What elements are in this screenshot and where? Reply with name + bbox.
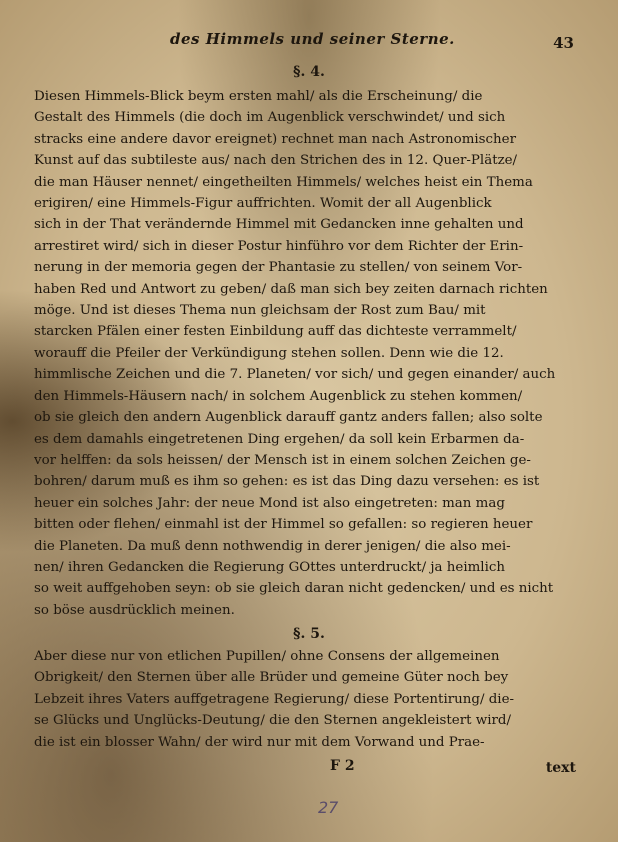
text-line: die ist ein blosser Wahn/ der wird nur mit dem Vorwand und Prae- (34, 734, 485, 750)
text-line: ob sie gleich den andern Augenblick darauff gantz anders fallen; also solte (34, 410, 543, 426)
text-line: Gestalt des Himmels (die doch im Augenblick verschwindet/ und sich (34, 110, 506, 126)
text-line: se Glücks und Unglücks-Deutung/ die den Sternen angekleistert wird/ (34, 713, 512, 729)
text-line: Kunst auf das subtileste aus/ nach den Strichen des in 12. Quer-Plätze/ (34, 153, 518, 169)
text-line: möge. Und ist dieses Thema nun gleichsam der Rost zum Bau/ mit (34, 303, 486, 319)
text-line: arrestiret wird/ sich in dieser Postur hinführo vor dem Richter der Erin- (34, 238, 524, 254)
text-line: so weit auffgehoben seyn: ob sie gleich daran nicht gedencken/ und es nicht (34, 581, 554, 597)
section-4-body (34, 86, 572, 621)
text-line: Diesen Himmels-Blick beym ersten mahl/ als die Erscheinung/ die (34, 89, 483, 104)
text-line: himmlische Zeichen und die 7. Planeten/ vor sich/ und gegen einander/ auch (34, 367, 556, 383)
running-title: des Himmels und seiner Sterne. (170, 30, 455, 48)
signature-mark: F 2 (330, 758, 355, 774)
text-line: Obrigkeit/ den Sternen über alle Brüder und gemeine Güter noch bey (34, 670, 509, 686)
text-line: es dem damahls eingetretenen Ding ergehen/ da soll kein Erbarmen da- (34, 431, 525, 447)
text-line: nerung in der memoria gegen der Phantasie zu stellen/ von seinem Vor- (34, 260, 523, 276)
text-line: die Planeten. Da muß denn nothwendig in derer jenigen/ die also mei- (34, 538, 511, 554)
text-line: stracks eine andere davor ereignet) rechnet man nach Astronomischer (34, 131, 516, 147)
text-line: so böse ausdrücklich meinen. (34, 602, 235, 618)
text-line: starcken Pfälen einer festen Einbildung auff das dichteste verrammelt/ (34, 324, 517, 340)
catchword: text (545, 760, 576, 776)
section-5-body (34, 646, 572, 753)
text-line: vor helffen: da sols heissen/ der Mensch ist in einem solchen Zeichen ge- (34, 452, 531, 468)
section-5-heading: §. 5. (293, 626, 325, 642)
handwritten-folio-number: 27 (318, 798, 339, 817)
text-line: bohren/ darum muß es ihm so gehen: es ist das Ding dazu versehen: es ist (34, 474, 540, 490)
text-line: den Himmels-Häusern nach/ in solchem Augenblick zu stehen kommen/ (34, 388, 523, 404)
section-4-heading: §. 4. (293, 64, 325, 80)
page-number: 43 (553, 34, 574, 52)
text-line: nen/ ihren Gedancken die Regierung GOttes unterdruckt/ ja heimlich (34, 559, 505, 575)
text-line: Lebzeit ihres Vaters auffgetragene Regierung/ diese Portentirung/ die- (34, 691, 515, 707)
text-line: erigiren/ eine Himmels-Figur auffrichten. Womit der all Augenblick (34, 196, 492, 212)
text-line: worauff die Pfeiler der Verkündigung stehen sollen. Denn wie die 12. (34, 345, 504, 361)
text-line: die man Häuser nennet/ eingetheilten Himmels/ welches heist ein Thema (34, 174, 533, 190)
text-line: haben Red und Antwort zu geben/ daß man sich bey zeiten darnach richten (34, 281, 548, 297)
text-line: Aber diese nur von etlichen Pupillen/ ohne Consens der allgemeinen (34, 649, 500, 664)
text-line: bitten oder flehen/ einmahl ist der Himmel so gefallen: so regieren heuer (34, 517, 533, 533)
text-line: sich in der That verändernde Himmel mit Gedancken inne gehalten und (34, 217, 524, 233)
text-line: heuer ein solches Jahr: der neue Mond ist also eingetreten: man mag (34, 495, 505, 511)
